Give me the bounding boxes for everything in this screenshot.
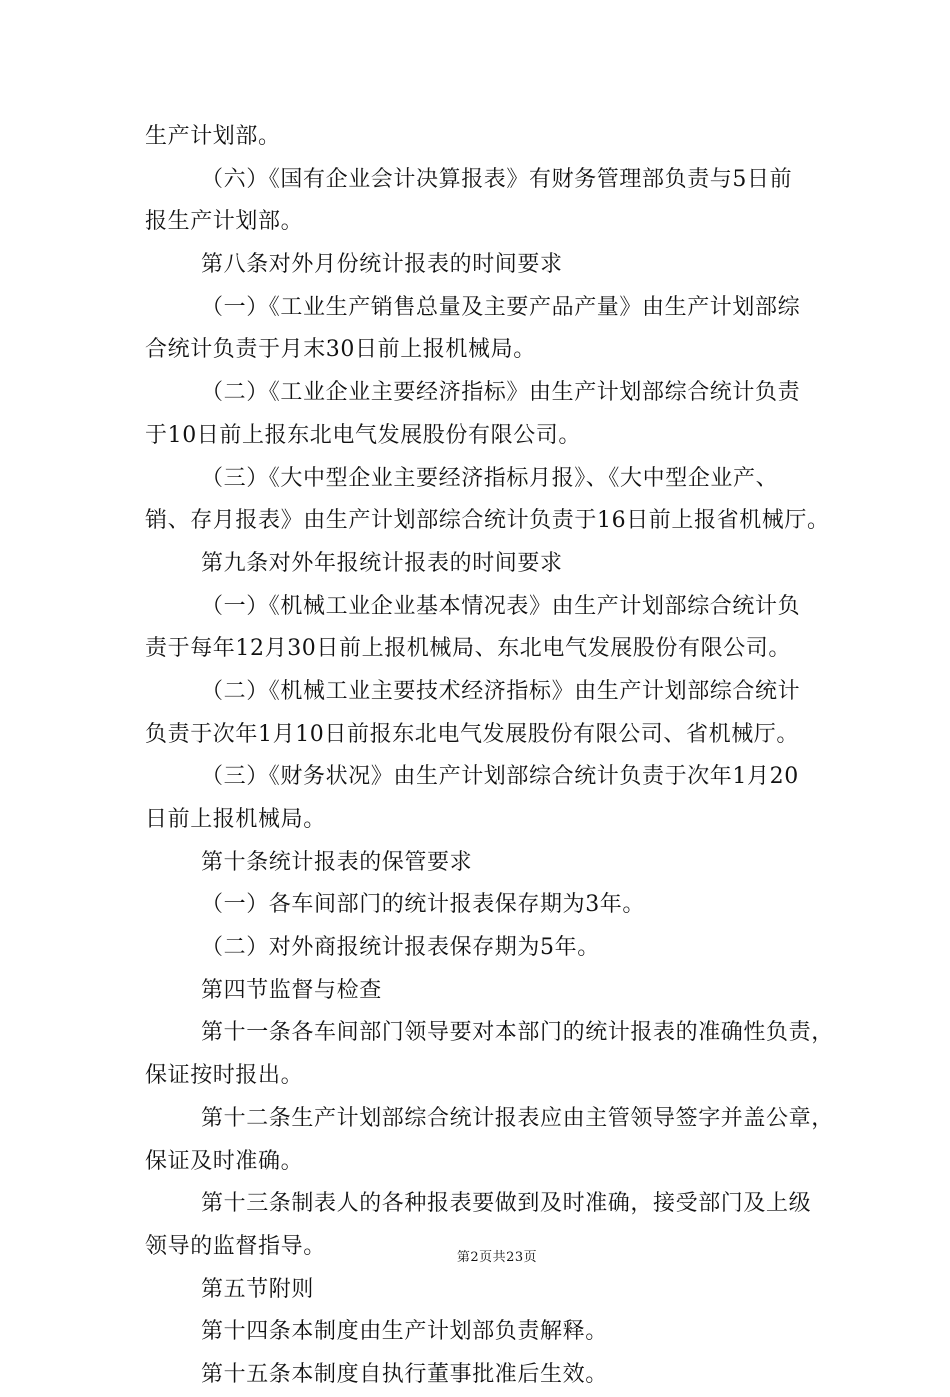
text-line: 保证按时报出。 [145, 1063, 304, 1089]
text-line: （二）《机械工业主要技术经济指标》由生产计划部综合统计 [201, 678, 801, 704]
text-line: 日前上报机械局。 [145, 807, 326, 832]
text-line: 负责于次年1月10日前报东北电气发展股份有限公司、省机械厅。 [145, 721, 799, 747]
text-line: 第十五条本制度自执行董事批准后生效。 [201, 1361, 608, 1387]
page-number: 第2页共23页 [456, 1250, 538, 1265]
text-line: （二）《工业企业主要经济指标》由生产计划部综合统计负责 [201, 380, 801, 406]
text-line: 第十三条制表人的各种报表要做到及时准确，接受部门及上级 [201, 1191, 812, 1217]
text-line: （六）《国有企业会计决算报表》有财务管理部负责与5日前 [201, 166, 793, 192]
text-line: 生产计划部。 [145, 124, 281, 149]
text-line: （三）《财务状况》由生产计划部综合统计负责于次年1月20 [201, 764, 799, 790]
text-line: 销、存月报表》由生产计划部综合统计负责于16日前上报省机械厅。 [145, 508, 830, 534]
text-line: 报生产计划部。 [145, 209, 304, 235]
text-line: 第十一条各车间部门领导要对本部门的统计报表的准确性负责， [201, 1020, 834, 1046]
text-line: （一）《工业生产销售总量及主要产品产量》由生产计划部综 [201, 294, 801, 320]
text-line: 责于每年12月30日前上报机械局、东北电气发展股份有限公司。 [145, 636, 791, 662]
text-line: 第四节监督与检查 [201, 977, 382, 1003]
text-line: 合统计负责于月末30日前上报机械局。 [145, 337, 536, 363]
text-line: 保证及时准确。 [145, 1148, 304, 1174]
text-line: （三）《大中型企业主要经济指标月报》、《大中型企业产、 [201, 465, 779, 491]
text-line: 第十四条本制度由生产计划部负责解释。 [201, 1319, 608, 1345]
text-line: 于10日前上报东北电气发展股份有限公司。 [145, 422, 581, 448]
text-line: （一）《机械工业企业基本情况表》由生产计划部综合统计负 [201, 593, 801, 619]
text-line: 第五节附则 [201, 1276, 315, 1302]
text-line: （二）对外商报统计报表保存期为5年。 [201, 935, 600, 961]
text-line: （一）各车间部门的统计报表保存期为3年。 [201, 892, 645, 918]
text-line: 第十条统计报表的保管要求 [201, 849, 473, 875]
text-line: 第八条对外月份统计报表的时间要求 [201, 252, 563, 278]
text-line: 第十二条生产计划部综合统计报表应由主管领导签字并盖公章， [201, 1105, 834, 1131]
text-line: 领导的监督指导。 [145, 1233, 326, 1259]
text-line: 第九条对外年报统计报表的时间要求 [201, 550, 563, 576]
document-body [145, 116, 834, 1397]
